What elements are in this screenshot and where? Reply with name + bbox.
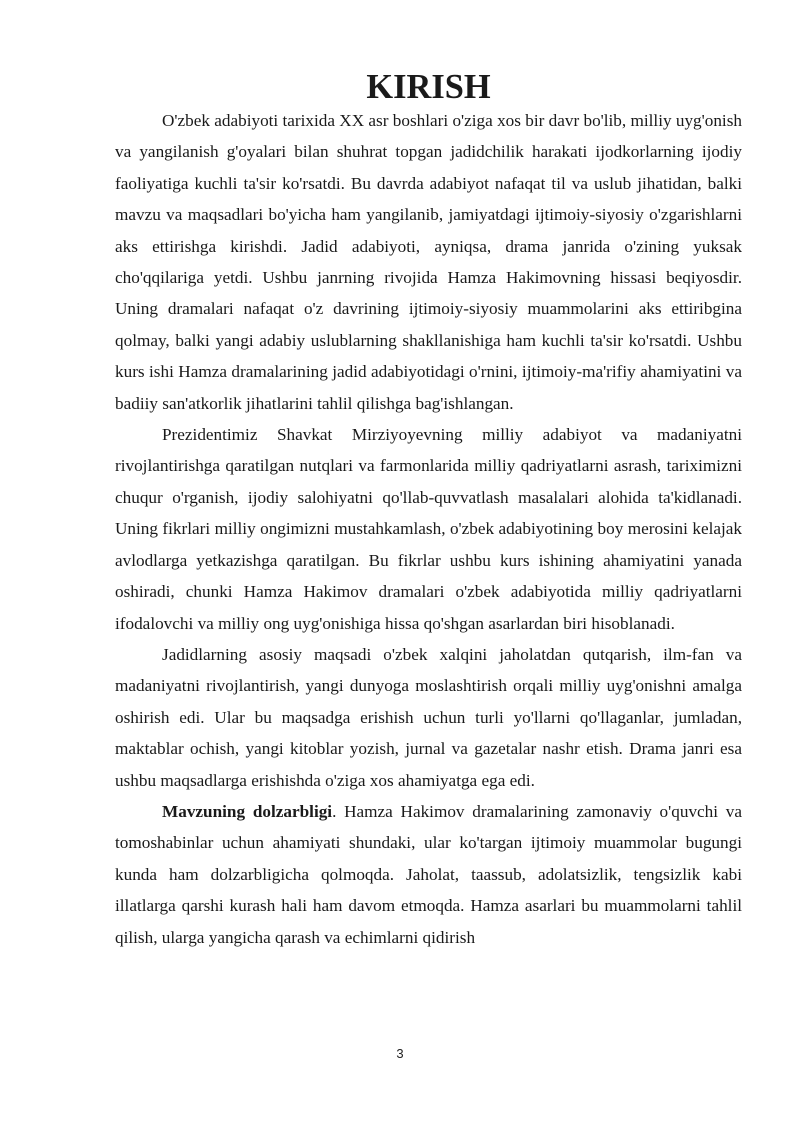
paragraph-president (115, 419, 742, 639)
paragraph-intro (115, 105, 742, 419)
paragraph-text: Jadidlarning asosiy maqsadi o'zbek xalqini jaholatdan qutqarish, ilm-fan va madaniyatni rivojlantirish, yangi dunyoga moslashtirish orqali milliy uyg'onishni amalga oshirish edi. Ular bu maqsadga erishish uchun turli yo'llarni qo'llaganlar, jumladan, maktablar ochish, yangi kitoblar yozish, jurnal va gazetalar nashr etish. Drama janri esa ushbu maqsadlarga erishishda o'ziga xos ahamiyatga ega edi. (115, 644, 742, 790)
paragraph-relevance (115, 796, 742, 953)
paragraph-text: Prezidentimiz Shavkat Mirziyoyevning milliy adabiyot va madaniyatni rivojlantirishga qaratilgan nutqlari va farmonlarida milliy qadriyatlarni asrash, tariximizni chuqur o'rganish, ijodiy salohiyatni qo'llab-quvvatlash masalalari alohida ta'kidlanadi. Uning fikrlari milliy ongimizni mustahkamlash, o'zbek adabiyotining boy merosini kelajak avlodlarga yetkazishga qaratilgan. Bu fikrlar ushbu kurs ishining ahamiyatini yanada oshiradi, chunki Hamza Hakimov dramalari o'zbek adabiyotida milliy qadriyatlarni ifodalovchi va milliy ong uyg'onishiga hissa qo'shgan asarlardan biri hisoblanadi. (115, 425, 742, 633)
paragraph-text: O'zbek adabiyoti tarixida XX asr boshlari o'ziga xos bir davr bo'lib, milliy uyg'onish va yangilanish g'oyalari bilan shuhrat topgan jadidchilik harakati ijodkorlarning ijodiy faoliyatiga kuchli ta'sir ko'rsatdi. Bu davrda adabiyot nafaqat til va uslub jihatidan, balki mavzu va maqsadlari bo'yicha ham yangilanib, jamiyatdagi ijtimoiy-siyosiy o'zgarishlarni aks ettirishga kirishdi. Jadid adabiyoti, ayniqsa, drama janrida o'zining yuksak cho'qqilariga yetdi. Ushbu janrning rivojida Hamza Hakimovning hissasi beqiyosdir. Uning dramalari nafaqat o'z davrining ijtimoiy-siyosiy muammolarini aks ettiribgina qolmay, balki yangi adabiy uslublarning shakllanishiga ham kuchli ta'sir ko'rsatdi. Ushbu kurs ishi Hamza dramalarining jadid adabiyotidagi o'rnini, ijtimoiy-ma'rifiy ahamiyatini va badiiy san'atkorlik jihatlarini tahlil qilishga bag'ishlangan. (115, 111, 742, 413)
page-number: 3 (396, 1046, 404, 1061)
document-body (115, 70, 742, 953)
paragraph-jadid-goals (115, 639, 742, 796)
paragraph-lead-relevance: Mavzuning dolzarbligi (162, 801, 333, 821)
section-heading: KIRISH (366, 68, 491, 106)
paragraph-text: . Hamza Hakimov dramalarining zamonaviy o'quvchi va tomoshabinlar uchun ahamiyati shundaki, ular ko'targan ijtimoiy muammolar bugungi kunda ham dolzarbligicha qolmoqda. Jaholat, taassub, adolatsizlik, tengsizlik kabi illatlarga qarshi kurash hali ham davom etmoqda. Hamza asarlari bu muammolarni tahlil qilish, ularga yangicha qarash va echimlarni qidirish (115, 801, 742, 947)
